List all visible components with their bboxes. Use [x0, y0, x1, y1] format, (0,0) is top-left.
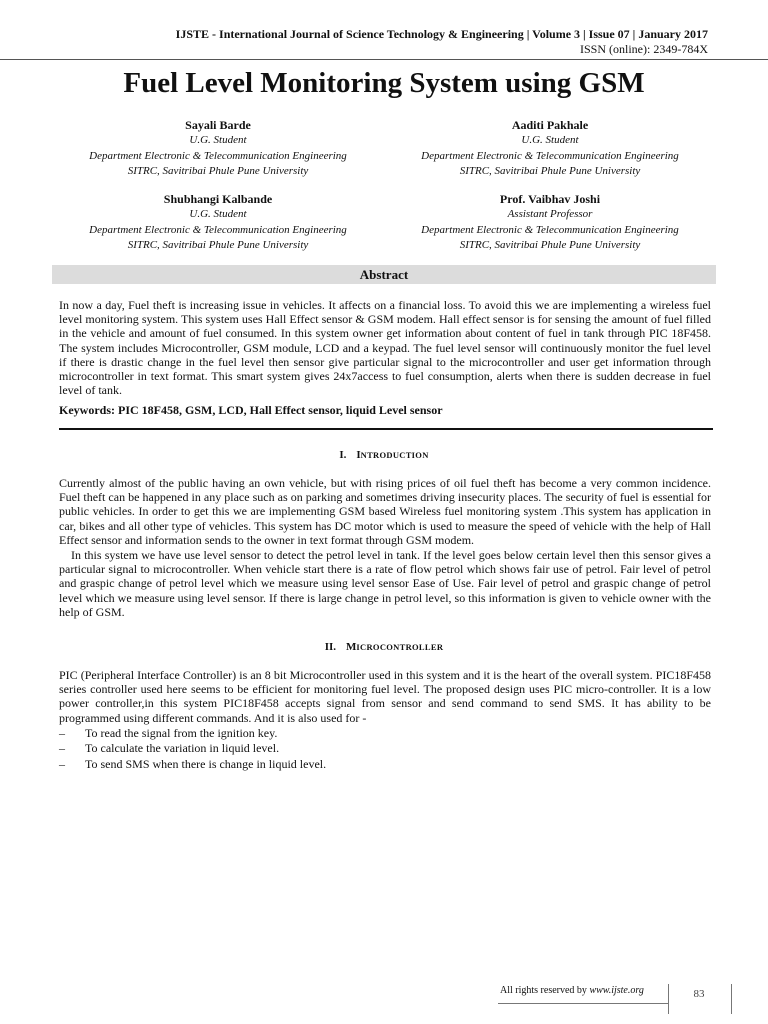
section-title-rest: NTRODUCTION: [360, 450, 429, 460]
microcontroller-paragraph: PIC (Peripheral Interface Controller) is an 8 bit Microcontroller used in this system and it is the heart of the overall system. PIC18F458 series controller used here seems to be efficient for monitoring fuel level. The proposed design uses PIC micro-controller. It is a low power controller,in this system PIC18F458 accepts signal from sensor and send command to send SMS. It has ability to be programmed using different commands. And it is also used for -: [59, 668, 711, 725]
journal-header: IJSTE - International Journal of Science Technology & Engineering | Volume 3 | Issue 07 | January 2017: [175, 27, 708, 41]
section-title-initial: M: [346, 641, 357, 653]
author-dept: Department Electronic & Telecommunication Engineering: [421, 223, 679, 236]
abstract-text: In now a day, Fuel theft is increasing issue in vehicles. It affects on a financial loss. To avoid this we are implementing a wireless fuel level monitoring system. This system uses Hall Effect sensor & GSM modem. Hall effect sensor is for sensing the amount of fuel filled in the vehicle and amount of fuel consumed. In this system owner get information about content of fuel in tank through PIC 18F458. The system includes Microcontroller, GSM module, LCD and a keypad. The fuel level sensor will continuously monitor the fuel level if there is drastic change in the fuel level then sensor give particular signal to the microcontroller and user get information through microcontroller in text format. This smart system gives 24x7access to fuel consumption, alerts when there is sudden decrease in fuel level of tank.: [59, 298, 711, 398]
bullet-dash: –: [59, 726, 65, 740]
list-item: [59, 726, 699, 741]
keywords: Keywords: PIC 18F458, GSM, LCD, Hall Effect sensor, liquid Level sensor: [59, 403, 443, 417]
abstract-rule: [59, 428, 713, 430]
section-heading-introduction: [0, 448, 768, 462]
bullet-dash: –: [59, 756, 65, 771]
author-dept: Department Electronic & Telecommunication Engineering: [421, 149, 679, 162]
function-list: [59, 726, 699, 772]
issn: ISSN (online): 2349-784X: [580, 42, 708, 56]
intro-paragraph-2: In this system we have use level sensor to detect the petrol level in tank. If the level goes below certain level then this sensor gives a particular signal to microcontroller. When vehicle start there is a rate of flow petrol which shows fair use of petrol. Fair level of petrol and graspic change of petrol level which we measure using level sensor Ease of Use. Fair level of petrol and graspic change of petrol level which we measure using level sensor. If there is large change in petrol level, so this information is given to vehicle owner with the help of GSM.: [59, 548, 711, 619]
author-dept: Department Electronic & Telecommunication Engineering: [89, 149, 347, 162]
intro-paragraph-1: Currently almost of the public having an own vehicle, but with rising prices of oil fuel theft has become a very common incidence. Fuel theft can be happened in any place such as on parking and sometimes driving insecurity places. The security of fuel is essential for public vehicles. In order to get this we are implementing GSM based Wireless fuel monitoring system .This system has application in car, bikes and all other type of vehicles. This system has DC motor which is used to measure the speed of vehicle with the help of Hall Effect sensor and information sends to the owner in text format through GSM modem.: [59, 476, 711, 547]
list-item-text: To calculate the variation in liquid level.: [85, 741, 280, 756]
header-rule: [0, 59, 768, 60]
author-dept: Department Electronic & Telecommunication Engineering: [89, 223, 347, 236]
page-number: 83: [693, 988, 705, 1000]
journal-site-link[interactable]: www.ijste.org: [589, 985, 644, 996]
section-title-initial: I: [356, 449, 361, 461]
author-block: [48, 118, 388, 180]
section-number: I.: [339, 449, 347, 461]
author-name: Aaditi Pakhale: [511, 118, 589, 132]
author-inst: SITRC, Savitribai Phule Pune University: [459, 239, 641, 251]
footer-rule: [498, 1003, 668, 1004]
author-role: U.G. Student: [521, 134, 579, 146]
list-item-text: To send SMS when there is change in liquid level.: [85, 756, 327, 771]
author-role: U.G. Student: [189, 134, 247, 146]
abstract-heading: Abstract: [52, 265, 716, 284]
author-inst: SITRC, Savitribai Phule Pune University: [459, 165, 641, 177]
list-item: [59, 757, 699, 772]
author-block: [380, 118, 720, 180]
section-heading-microcontroller: [0, 640, 768, 654]
section-number: II.: [324, 641, 337, 653]
paper-title: Fuel Level Monitoring System using GSM: [123, 67, 645, 99]
author-inst: SITRC, Savitribai Phule Pune University: [127, 165, 309, 177]
bullet-dash: –: [59, 741, 65, 756]
author-role: U.G. Student: [189, 208, 247, 220]
author-name: Shubhangi Kalbande: [163, 192, 273, 206]
author-role: Assistant Professor: [507, 208, 593, 220]
author-block: [48, 192, 388, 254]
footer-rights: [500, 985, 644, 997]
author-inst: SITRC, Savitribai Phule Pune University: [127, 239, 309, 251]
author-name: Sayali Barde: [185, 118, 251, 132]
section-title-rest: ICROCONTROLLER: [356, 642, 444, 652]
rights-text: All rights reserved by: [500, 985, 587, 996]
author-block: [380, 192, 720, 254]
list-item-text: To read the signal from the ignition key.: [85, 726, 278, 740]
author-name: Prof. Vaibhav Joshi: [499, 192, 601, 206]
list-item: [59, 741, 699, 756]
